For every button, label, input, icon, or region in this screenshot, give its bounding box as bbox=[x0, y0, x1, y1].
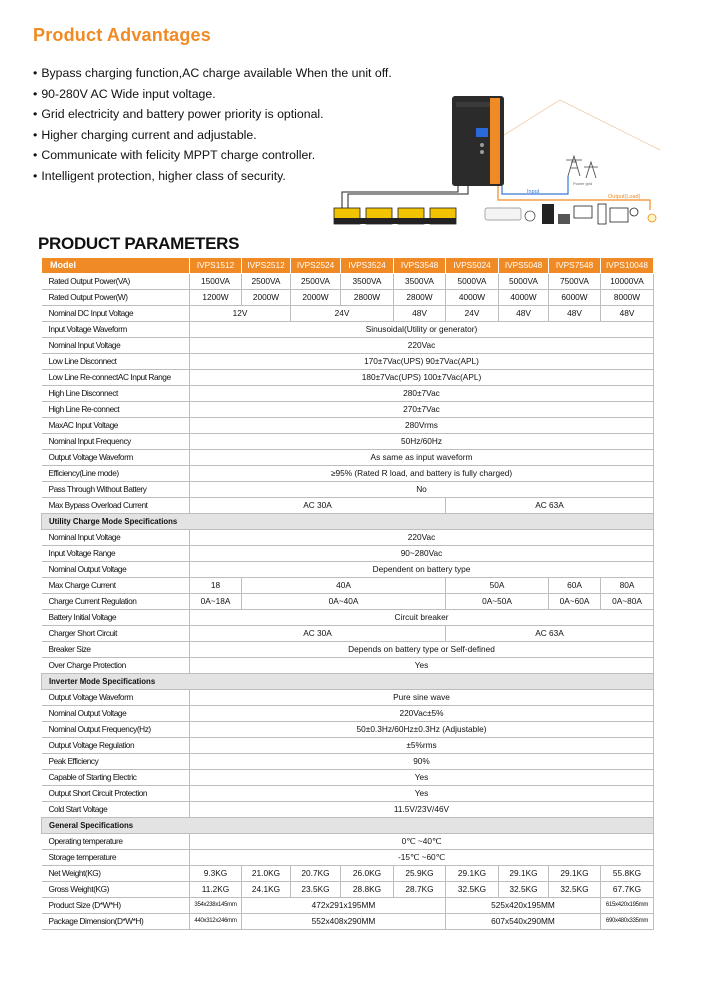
parameters-table bbox=[41, 257, 654, 930]
house-outline bbox=[480, 100, 660, 150]
table-cell: 12V bbox=[190, 306, 291, 322]
power-pylon-icon bbox=[566, 156, 598, 178]
table-cell: 607x540x290MM bbox=[446, 914, 601, 930]
table-cell: 525x420x195MM bbox=[446, 898, 601, 914]
table-row bbox=[42, 610, 654, 626]
table-cell: 90% bbox=[190, 754, 654, 770]
table-row bbox=[42, 626, 654, 642]
table-header-row bbox=[42, 258, 654, 274]
battery-bank bbox=[334, 208, 456, 224]
output-label: Output(Load) bbox=[608, 194, 641, 200]
row-label: Max Charge Current bbox=[42, 578, 190, 594]
table-row bbox=[42, 738, 654, 754]
column-header: IVPS2512 bbox=[242, 258, 291, 274]
column-header: IVPS3524 bbox=[341, 258, 394, 274]
table-row bbox=[42, 290, 654, 306]
table-row bbox=[42, 706, 654, 722]
table-cell: 2000W bbox=[242, 290, 291, 306]
table-cell: 9.3KG bbox=[190, 866, 242, 882]
table-cell: 4000W bbox=[446, 290, 499, 306]
table-cell: AC 30A bbox=[190, 626, 446, 642]
table-cell: 10000VA bbox=[601, 274, 654, 290]
advantages-title: Product Advantages bbox=[33, 25, 211, 45]
oven-icon bbox=[558, 214, 570, 224]
table-cell: 21.0KG bbox=[242, 866, 291, 882]
row-label: Nominal DC Input Voltage bbox=[42, 306, 190, 322]
table-cell: 690x480x335mm bbox=[601, 914, 654, 930]
table-cell: 24.1KG bbox=[242, 882, 291, 898]
table-cell: 18 bbox=[190, 578, 242, 594]
table-cell: 180±7Vac(UPS) 100±7Vac(APL) bbox=[190, 370, 654, 386]
table-cell: 0A~40A bbox=[242, 594, 446, 610]
table-cell: 0A~50A bbox=[446, 594, 549, 610]
row-label: Charge Current Regulation bbox=[42, 594, 190, 610]
row-label: Charger Short Circuit bbox=[42, 626, 190, 642]
table-cell: 270±7Vac bbox=[190, 402, 654, 418]
row-label: MaxAC Input Voltage bbox=[42, 418, 190, 434]
table-cell: 8000W bbox=[601, 290, 654, 306]
row-label: Capable of Starting Electric bbox=[42, 770, 190, 786]
table-cell: Depends on battery type or Self-defined bbox=[190, 642, 654, 658]
table-row bbox=[42, 786, 654, 802]
table-cell: 80A bbox=[601, 578, 654, 594]
section-row bbox=[42, 818, 654, 834]
table-cell: 2500VA bbox=[291, 274, 341, 290]
table-row bbox=[42, 578, 654, 594]
computer-icon bbox=[598, 204, 606, 224]
column-header: IVPS10048 bbox=[601, 258, 654, 274]
row-label: Nominal Input Voltage bbox=[42, 530, 190, 546]
row-label: Over Charge Protection bbox=[42, 658, 190, 674]
row-label: Low Line Disconnect bbox=[42, 354, 190, 370]
table-cell: Yes bbox=[190, 658, 654, 674]
parameters-title: PRODUCT PARAMETERS bbox=[38, 234, 240, 253]
table-row bbox=[42, 434, 654, 450]
table-row bbox=[42, 338, 654, 354]
section-title: Inverter Mode Specifications bbox=[42, 674, 654, 690]
table-cell: 3500VA bbox=[394, 274, 446, 290]
table-row bbox=[42, 658, 654, 674]
bullet-icon: • bbox=[33, 107, 38, 122]
table-cell: 32.5KG bbox=[446, 882, 499, 898]
table-row bbox=[42, 834, 654, 850]
row-label: Output Voltage Regulation bbox=[42, 738, 190, 754]
table-cell: 29.1KG bbox=[446, 866, 499, 882]
table-cell: 472x291x195MM bbox=[242, 898, 446, 914]
row-label: Low Line Re-connectAC Input Range bbox=[42, 370, 190, 386]
column-header: IVPS5048 bbox=[499, 258, 549, 274]
table-cell: 28.8KG bbox=[341, 882, 394, 898]
column-header: IVPS3548 bbox=[394, 258, 446, 274]
row-label: Breaker Size bbox=[42, 642, 190, 658]
table-cell: 6000W bbox=[549, 290, 601, 306]
power-grid-label: Power grid bbox=[573, 181, 593, 186]
advantage-item: • Communicate with felicity MPPT charge controller. bbox=[33, 148, 316, 163]
table-cell: 615x420x195mm bbox=[601, 898, 654, 914]
column-header-model: Model bbox=[42, 258, 190, 274]
column-header: IVPS2524 bbox=[291, 258, 341, 274]
table-cell: 28.7KG bbox=[394, 882, 446, 898]
tv-icon bbox=[574, 206, 592, 218]
table-cell: Pure sine wave bbox=[190, 690, 654, 706]
row-label: Output Voltage Waveform bbox=[42, 450, 190, 466]
table-cell: 3500VA bbox=[341, 274, 394, 290]
table-cell: 220Vac bbox=[190, 530, 654, 546]
washing-machine-icon bbox=[525, 211, 535, 221]
table-cell: 1200W bbox=[190, 290, 242, 306]
table-cell: 29.1KG bbox=[499, 866, 549, 882]
table-row bbox=[42, 594, 654, 610]
table-cell: AC 63A bbox=[446, 626, 654, 642]
column-header: IVPS5024 bbox=[446, 258, 499, 274]
column-header: IVPS7548 bbox=[549, 258, 601, 274]
table-cell: As same as input waveform bbox=[190, 450, 654, 466]
table-cell: 29.1KG bbox=[549, 866, 601, 882]
bullet-icon: • bbox=[33, 168, 38, 183]
row-label: Gross Weight(KG) bbox=[42, 882, 190, 898]
row-label: Efficiency(Line mode) bbox=[42, 466, 190, 482]
table-row bbox=[42, 898, 654, 914]
table-cell: No bbox=[190, 482, 654, 498]
dc-line bbox=[348, 186, 468, 208]
air-conditioner-icon bbox=[485, 208, 521, 220]
table-cell: Yes bbox=[190, 770, 654, 786]
table-cell: 220Vac bbox=[190, 338, 654, 354]
table-cell: AC 30A bbox=[190, 498, 446, 514]
table-cell: 55.8KG bbox=[601, 866, 654, 882]
advantage-item: • Bypass charging function,AC charge available When the unit off. bbox=[33, 66, 392, 80]
table-cell: 354x238x145mm bbox=[190, 898, 242, 914]
table-cell: 5000VA bbox=[446, 274, 499, 290]
row-label: Package Dimension(D*W*H) bbox=[42, 914, 190, 930]
bullet-icon: • bbox=[33, 148, 38, 163]
table-row bbox=[42, 882, 654, 898]
table-cell: 90~280Vac bbox=[190, 546, 654, 562]
table-cell: 7500VA bbox=[549, 274, 601, 290]
table-cell: 32.5KG bbox=[549, 882, 601, 898]
row-label: Peak Efficiency bbox=[42, 754, 190, 770]
table-row bbox=[42, 370, 654, 386]
table-cell: 4000W bbox=[499, 290, 549, 306]
table-row bbox=[42, 418, 654, 434]
row-label: Input Voltage Range bbox=[42, 546, 190, 562]
table-cell: 32.5KG bbox=[499, 882, 549, 898]
table-cell: 2500VA bbox=[242, 274, 291, 290]
row-label: Cold Start Voltage bbox=[42, 802, 190, 818]
table-row bbox=[42, 274, 654, 290]
table-row bbox=[42, 866, 654, 882]
table-cell: 40A bbox=[242, 578, 446, 594]
table-row bbox=[42, 466, 654, 482]
table-cell: 25.9KG bbox=[394, 866, 446, 882]
table-cell: Yes bbox=[190, 786, 654, 802]
table-row bbox=[42, 450, 654, 466]
inverter-icon bbox=[452, 96, 504, 186]
table-row bbox=[42, 690, 654, 706]
table-cell: 2800W bbox=[394, 290, 446, 306]
table-cell: 2000W bbox=[291, 290, 341, 306]
row-label: Max Bypass Overload Current bbox=[42, 498, 190, 514]
table-cell: 20.7KG bbox=[291, 866, 341, 882]
table-cell: 48V bbox=[549, 306, 601, 322]
table-row bbox=[42, 562, 654, 578]
table-cell: -15℃ ~60℃ bbox=[190, 850, 654, 866]
table-row bbox=[42, 482, 654, 498]
row-label: High Line Re-connect bbox=[42, 402, 190, 418]
row-label: Product Size (D*W*H) bbox=[42, 898, 190, 914]
row-label: Rated Output Power(W) bbox=[42, 290, 190, 306]
table-row bbox=[42, 802, 654, 818]
appliance-icon bbox=[610, 208, 628, 222]
table-cell: Dependent on battery type bbox=[190, 562, 654, 578]
table-cell: ≥95% (Rated R load, and battery is fully charged) bbox=[190, 466, 654, 482]
table-row bbox=[42, 306, 654, 322]
row-label: Input Voltage Waveform bbox=[42, 322, 190, 338]
table-cell: 280±7Vac bbox=[190, 386, 654, 402]
table-cell: 67.7KG bbox=[601, 882, 654, 898]
table-row bbox=[42, 770, 654, 786]
fridge-icon bbox=[542, 204, 554, 224]
table-row bbox=[42, 530, 654, 546]
section-row bbox=[42, 514, 654, 530]
table-row bbox=[42, 850, 654, 866]
table-row bbox=[42, 402, 654, 418]
table-cell: 5000VA bbox=[499, 274, 549, 290]
row-label: High Line Disconnect bbox=[42, 386, 190, 402]
fan-icon bbox=[630, 208, 638, 216]
row-label: Nominal Input Voltage bbox=[42, 338, 190, 354]
table-cell: 440x312x246mm bbox=[190, 914, 242, 930]
table-row bbox=[42, 914, 654, 930]
table-cell: 0A~18A bbox=[190, 594, 242, 610]
table-row bbox=[42, 322, 654, 338]
table-cell: 23.5KG bbox=[291, 882, 341, 898]
bullet-icon: • bbox=[33, 66, 38, 80]
row-label: Nominal Output Voltage bbox=[42, 562, 190, 578]
table-cell: 0℃ ~40℃ bbox=[190, 834, 654, 850]
row-label: Operating temperature bbox=[42, 834, 190, 850]
row-label: Nominal Input Frequency bbox=[42, 434, 190, 450]
table-cell: 50Hz/60Hz bbox=[190, 434, 654, 450]
row-label: Pass Through Without Battery bbox=[42, 482, 190, 498]
table-cell: 170±7Vac(UPS) 90±7Vac(APL) bbox=[190, 354, 654, 370]
table-cell: Circuit breaker bbox=[190, 610, 654, 626]
advantage-item: • Grid electricity and battery power priority is optional. bbox=[33, 107, 324, 122]
table-cell: 1500VA bbox=[190, 274, 242, 290]
row-label: Battery Initial Voltage bbox=[42, 610, 190, 626]
table-cell: 60A bbox=[549, 578, 601, 594]
table-cell: 50A bbox=[446, 578, 549, 594]
table-cell: 48V bbox=[601, 306, 654, 322]
table-row bbox=[42, 386, 654, 402]
input-label: Input bbox=[527, 189, 540, 195]
advantage-item: • Higher charging current and adjustable. bbox=[33, 127, 257, 142]
table-cell: 50±0.3Hz/60Hz±0.3Hz (Adjustable) bbox=[190, 722, 654, 738]
table-row bbox=[42, 354, 654, 370]
table-cell: AC 63A bbox=[446, 498, 654, 514]
bullet-icon: • bbox=[33, 127, 38, 142]
table-row bbox=[42, 642, 654, 658]
advantage-item: • Intelligent protection, higher class of security. bbox=[33, 168, 286, 183]
table-row bbox=[42, 498, 654, 514]
system-diagram bbox=[330, 90, 670, 240]
row-label: Net Weight(KG) bbox=[42, 866, 190, 882]
advantage-item: • 90-280V AC Wide input voltage. bbox=[33, 86, 216, 101]
table-cell: 24V bbox=[291, 306, 394, 322]
section-row bbox=[42, 674, 654, 690]
column-header: IVPS1512 bbox=[190, 258, 242, 274]
table-row bbox=[42, 546, 654, 562]
bullet-icon: • bbox=[33, 86, 38, 101]
table-cell: 280Vrms bbox=[190, 418, 654, 434]
table-cell: 552x408x290MM bbox=[242, 914, 446, 930]
row-label: Storage temperature bbox=[42, 850, 190, 866]
table-cell: 0A~60A bbox=[549, 594, 601, 610]
table-cell: ±5%rms bbox=[190, 738, 654, 754]
row-label: Rated Output Power(VA) bbox=[42, 274, 190, 290]
table-cell: 0A~80A bbox=[601, 594, 654, 610]
table-cell: 11.5V/23V/46V bbox=[190, 802, 654, 818]
table-cell: 24V bbox=[446, 306, 499, 322]
row-label: Nominal Output Voltage bbox=[42, 706, 190, 722]
table-row bbox=[42, 722, 654, 738]
table-cell: 48V bbox=[394, 306, 446, 322]
table-cell: 26.0KG bbox=[341, 866, 394, 882]
table-cell: 48V bbox=[499, 306, 549, 322]
table-cell: 2800W bbox=[341, 290, 394, 306]
row-label: Output Voltage Waveform bbox=[42, 690, 190, 706]
bulb-icon bbox=[648, 214, 656, 222]
table-cell: 220Vac±5% bbox=[190, 706, 654, 722]
table-row bbox=[42, 754, 654, 770]
table-cell: 11.2KG bbox=[190, 882, 242, 898]
section-title: General Specifications bbox=[42, 818, 654, 834]
row-label: Output Short Circuit Protection bbox=[42, 786, 190, 802]
table-cell: Sinusoidal(Utility or generator) bbox=[190, 322, 654, 338]
row-label: Nominal Output Frequency(Hz) bbox=[42, 722, 190, 738]
section-title: Utility Charge Mode Specifications bbox=[42, 514, 654, 530]
dc-line bbox=[342, 186, 458, 208]
